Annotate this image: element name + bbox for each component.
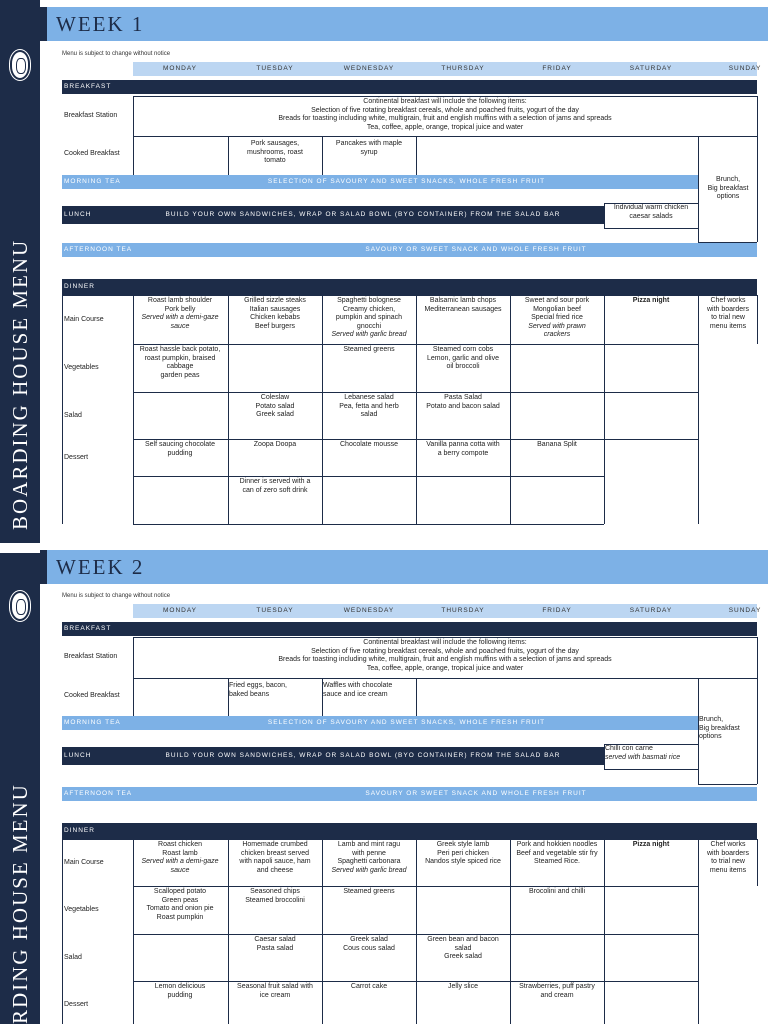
- menu-line: Homemade crumbed: [242, 841, 308, 848]
- sidebar-week2: [0, 553, 40, 1024]
- menu-line: Lemon delicious: [154, 983, 206, 990]
- lunch-text: BUILD YOUR OWN SANDWICHES, WRAP OR SALAD BOWL (BYO CONTAINER) FROM THE SALAD BAR: [165, 211, 561, 218]
- grid-line: [133, 136, 757, 137]
- row-label-salad: Salad: [64, 411, 82, 419]
- change-notice: Menu is subject to change without notice: [62, 51, 171, 57]
- morning-tea-label: MORNING TEA: [64, 719, 121, 726]
- week-title-bar: [40, 550, 768, 584]
- dessert-thu: [417, 441, 509, 458]
- title-accent: [40, 550, 47, 584]
- grid-line: [416, 839, 417, 1024]
- menu-line: Selection of five rotating breakfast cereals, whole and poached fruits, yogurt of the day: [311, 647, 579, 655]
- breakfast-band: [62, 80, 757, 94]
- menu-line: Self saucing chocolate: [144, 441, 216, 448]
- menu-line: with boarders: [706, 849, 750, 857]
- menu-line-note: sauce: [170, 866, 190, 874]
- grid-line: [133, 96, 134, 136]
- day-friday: FRIDAY: [542, 607, 572, 614]
- menu-line: Pasta Salad: [444, 394, 482, 401]
- main-tue: [229, 297, 321, 331]
- day-sunday: SUNDAY: [728, 607, 762, 614]
- menu-line: baked beans: [229, 690, 270, 698]
- grid-line: [62, 295, 63, 524]
- day-tuesday: TUESDAY: [256, 65, 294, 72]
- lunch-text: BUILD YOUR OWN SANDWICHES, WRAP OR SALAD BOWL (BYO CONTAINER) FROM THE SALAD BAR: [165, 752, 561, 759]
- menu-line: pudding: [167, 991, 193, 999]
- grid-line: [133, 524, 604, 525]
- menu-line: roast pumpkin, braised: [144, 354, 216, 362]
- menu-line: Steamed corn cobs: [432, 346, 494, 353]
- menu-line: Mediterranean sausages: [424, 305, 502, 313]
- row-label-salad: Salad: [64, 953, 82, 961]
- dinner-label: DINNER: [64, 283, 95, 290]
- menu-line: Greek style lamb: [436, 841, 490, 848]
- menu-line: garden peas: [160, 371, 200, 379]
- menu-line: Scalloped potato: [153, 888, 207, 895]
- menu-line: Dinner is served with a: [239, 478, 311, 485]
- week-title-bar: [40, 7, 768, 41]
- day-header: [133, 604, 762, 618]
- grid-line: [416, 678, 417, 716]
- lunch-label: LUNCH: [64, 211, 92, 218]
- menu-line-note: crackers: [543, 331, 571, 338]
- row-label-breakfast-station: Breakfast Station: [64, 112, 118, 119]
- afternoon-tea-text: SAVOURY OR SWEET SNACK AND WHOLE FRESH FRUIT: [365, 246, 587, 253]
- menu-line: with boarders: [706, 305, 750, 313]
- grid-line: [133, 637, 757, 638]
- menu-line: Pea, fetta and herb: [339, 402, 399, 410]
- grid-line: [62, 839, 63, 1024]
- row-label-vegetables: Vegetables: [64, 906, 99, 913]
- menu-cell: [229, 682, 321, 699]
- grid-line: [62, 839, 757, 840]
- menu-line: Waffles with chocolate: [323, 682, 393, 689]
- menu-line: pudding: [167, 449, 193, 457]
- menu-line: oil broccoli: [446, 363, 480, 370]
- day-wednesday: WEDNESDAY: [343, 65, 395, 72]
- menu-line: Continental breakfast will include the following items:: [363, 98, 527, 105]
- day-monday: MONDAY: [162, 607, 198, 614]
- pizza-night-text: Pizza night: [632, 841, 670, 848]
- row-label-dessert: Dessert: [64, 1000, 89, 1008]
- menu-line: Continental breakfast will include the following items:: [363, 639, 527, 646]
- grid-line: [133, 476, 604, 477]
- menu-line: with penne: [352, 849, 386, 857]
- menu-line-note: Served with a demi-gaze: [141, 314, 219, 321]
- day-saturday: SATURDAY: [629, 65, 673, 72]
- menu-line: Selection of five rotating breakfast cereals, whole and poached fruits, yogurt of the day: [311, 106, 579, 114]
- breakfast-label: BREAKFAST: [64, 625, 112, 632]
- row-label-breakfast-station: Breakfast Station: [64, 653, 118, 660]
- menu-line: Greek salad: [444, 953, 482, 960]
- grid-line: [416, 136, 417, 175]
- menu-line: Spaghetti carbonara: [337, 858, 401, 865]
- menu-line: syrup: [360, 148, 378, 156]
- day-monday: MONDAY: [162, 65, 198, 72]
- week-title: WEEK 2: [56, 555, 145, 579]
- dinner-band: [62, 279, 757, 295]
- menu-line-note: Served with a demi-gaze: [141, 858, 219, 865]
- day-header: [133, 62, 762, 76]
- menu-line: Brunch,: [699, 716, 724, 723]
- menu-line: Chocolate mousse: [340, 441, 398, 448]
- breakfast-band: [62, 622, 757, 636]
- menu-line-note: Served with garlic bread: [331, 866, 407, 874]
- main-tue: [229, 841, 321, 875]
- grid-line: [133, 96, 757, 97]
- main-fri: [511, 841, 603, 867]
- grid-line: [604, 228, 698, 229]
- school-crest-icon: [10, 50, 30, 80]
- sunday-brunch: [699, 176, 757, 202]
- breakfast-label: BREAKFAST: [64, 83, 112, 90]
- main-wed: [323, 297, 415, 340]
- grid-line: [604, 203, 605, 228]
- menu-line: Steamed Rice.: [534, 858, 580, 865]
- menu-line: Roast hassle back potato,: [139, 346, 221, 353]
- dessert-wed: [323, 441, 415, 450]
- morning-tea-band: [62, 716, 698, 730]
- menu-line: Creamy chicken,: [342, 305, 396, 313]
- menu-line-note: Served with prawn: [528, 322, 586, 330]
- sunday-brunch: [699, 716, 757, 742]
- grid-line: [757, 678, 758, 784]
- menu-line: Tomato and onion pie: [146, 905, 214, 912]
- veg-tue: [229, 888, 321, 905]
- sunday-chef-works: [699, 297, 757, 331]
- grid-line: [133, 678, 134, 716]
- morning-tea-text: SELECTION OF SAVOURY AND SWEET SNACKS, WHOLE FRESH FRUIT: [267, 719, 546, 726]
- veg-mon: [134, 888, 226, 922]
- grid-line: [604, 769, 698, 770]
- menu-cell: [323, 682, 415, 699]
- afternoon-tea-band: [62, 787, 757, 801]
- menu-line: Potato salad: [255, 402, 295, 410]
- salad-wed: [323, 394, 415, 420]
- grid-line: [604, 839, 605, 1024]
- salad-wed: [323, 936, 415, 953]
- grid-line: [133, 637, 134, 678]
- menu-line: Pork and hokkien noodles: [516, 841, 598, 848]
- menu-line: pumpkin and spinach: [335, 314, 403, 321]
- menu-line-note: sauce: [170, 322, 190, 330]
- menu-line: Roast lamb: [162, 849, 198, 857]
- grid-line: [604, 203, 698, 204]
- pizza-night-text: Pizza night: [632, 297, 670, 304]
- veg-thu: [417, 346, 509, 372]
- dessert-thu: [417, 983, 509, 992]
- row-label-main-course: Main Course: [64, 315, 104, 323]
- dinner-label: DINNER: [64, 827, 95, 834]
- veg-wed: [323, 888, 415, 897]
- veg-wed: [323, 346, 415, 355]
- afternoon-tea-label: AFTERNOON TEA: [64, 246, 133, 253]
- menu-line: Pancakes with maple: [335, 140, 403, 147]
- menu-line: Chef works: [710, 841, 746, 848]
- menu-line: Lemon, garlic and olive: [427, 354, 499, 362]
- menu-line: Tea, coffee, apple, orange, tropical juice and water: [366, 664, 524, 672]
- dessert-mon: [134, 983, 226, 1000]
- dessert-fri: [511, 983, 603, 1000]
- menu-line: Greek salad: [256, 411, 294, 418]
- menu-line: Big breakfast: [707, 184, 749, 192]
- dessert-tue: [229, 983, 321, 1000]
- dessert-tue: [229, 441, 321, 450]
- menu-line: Tea, coffee, apple, orange, tropical juice and water: [366, 123, 524, 131]
- menu-line: salad: [360, 411, 378, 418]
- menu-line: Fried eggs, bacon,: [229, 682, 287, 689]
- dessert-mon: [134, 441, 226, 458]
- menu-line: cabbage: [166, 363, 194, 370]
- morning-tea-text: SELECTION OF SAVOURY AND SWEET SNACKS, WHOLE FRESH FRUIT: [267, 178, 546, 185]
- menu-line: mushrooms, roast: [246, 148, 304, 156]
- menu-line: Beef burgers: [254, 322, 296, 330]
- title-accent: [40, 7, 47, 41]
- menu-line: ice cream: [259, 991, 291, 999]
- menu-line: options: [699, 733, 722, 740]
- continental-breakfast-text: [133, 98, 757, 132]
- menu-line: Brocolini and chilli: [528, 888, 586, 895]
- menu-line: Roast pumpkin: [156, 913, 204, 921]
- lunch-band: [62, 206, 604, 224]
- salad-thu: [417, 394, 509, 411]
- menu-line: salad: [454, 944, 472, 952]
- continental-breakfast-text: [133, 639, 757, 673]
- menu-line: Lamb and mint ragu: [337, 841, 401, 848]
- menu-line: sauce and ice cream: [323, 690, 388, 698]
- grid-line: [133, 136, 134, 175]
- menu-line: Caesar salad: [254, 936, 296, 943]
- grid-line: [604, 295, 605, 524]
- salad-tue: [229, 936, 321, 953]
- menu-line: Zoopa Doopa: [253, 441, 297, 448]
- grid-line: [604, 744, 698, 745]
- menu-line: Pork belly: [164, 305, 196, 313]
- day-thursday: THURSDAY: [441, 65, 485, 72]
- menu-line: to trial new: [711, 858, 745, 865]
- menu-line: Strawberries, puff pastry: [519, 983, 595, 990]
- day-sunday: SUNDAY: [728, 65, 762, 72]
- menu-line: tomato: [264, 157, 286, 164]
- grid-line: [757, 295, 758, 344]
- menu-line: Potato and bacon salad: [426, 402, 500, 410]
- sidebar-week1: [0, 0, 40, 543]
- lunch-label: LUNCH: [64, 752, 92, 759]
- menu-line: Sweet and sour pork: [524, 297, 590, 304]
- menu-line: caesar salads: [629, 212, 673, 220]
- menu-line: Coleslaw: [260, 394, 290, 401]
- morning-tea-label: MORNING TEA: [64, 178, 121, 185]
- row-label-main-course: Main Course: [64, 858, 104, 866]
- menu-line: can of zero soft drink: [242, 486, 308, 494]
- grid-line: [757, 136, 758, 242]
- row-label-cooked-breakfast: Cooked Breakfast: [64, 692, 120, 699]
- menu-line: Mongolian beef: [533, 305, 581, 313]
- menu-line: Jelly slice: [448, 983, 478, 990]
- menu-line: Banana Split: [537, 441, 577, 448]
- menu-line-note: served with basmati rice: [605, 753, 681, 761]
- menu-cell: [229, 140, 321, 166]
- saturday-pizza-night: [605, 841, 697, 850]
- day-tuesday: TUESDAY: [256, 607, 294, 614]
- menu-line: Nandos style spiced rice: [425, 858, 501, 865]
- menu-line-note: Served with garlic bread: [331, 331, 407, 338]
- day-thursday: THURSDAY: [441, 607, 485, 614]
- menu-line: Green peas: [161, 896, 199, 904]
- grid-line: [62, 295, 757, 296]
- school-crest-icon: [10, 591, 30, 621]
- main-thu: [417, 841, 509, 867]
- grid-line: [757, 96, 758, 136]
- menu-line: Steamed greens: [343, 346, 395, 353]
- menu-line: Steamed broccolini: [245, 896, 305, 904]
- menu-line: Italian sausages: [249, 305, 301, 313]
- menu-line: Vanilla panna cotta with: [426, 441, 500, 448]
- grid-line: [757, 637, 758, 678]
- menu-line: Seasonal fruit salad with: [237, 983, 313, 990]
- menu-line: Steamed greens: [343, 888, 395, 895]
- sidebar-title: RDING HOUSE MENU: [8, 783, 32, 1024]
- day-wednesday: WEDNESDAY: [343, 607, 395, 614]
- menu-line: Special fried rice: [531, 314, 583, 321]
- row-label-dessert: Dessert: [64, 453, 89, 461]
- day-friday: FRIDAY: [542, 65, 572, 72]
- sunday-chef-works: [699, 841, 757, 875]
- menu-line: Lebanese salad: [344, 394, 394, 401]
- sidebar-title: BOARDING HOUSE MENU: [8, 238, 32, 530]
- menu-line: Breads for toasting including white, multigrain, fruit and english muffins with a selection of jams and spreads: [278, 115, 612, 122]
- menu-line: menu items: [709, 322, 747, 330]
- menu-line: Grilled sizzle steaks: [244, 297, 306, 304]
- menu-line: Roast lamb shoulder: [147, 297, 213, 304]
- afternoon-tea-label: AFTERNOON TEA: [64, 790, 133, 797]
- main-mon: [134, 297, 226, 331]
- menu-line: options: [716, 193, 740, 200]
- lunch-band: [62, 747, 604, 765]
- afternoon-tea-band: [62, 243, 757, 257]
- menu-line: gnocchi: [356, 322, 382, 330]
- menu-line: Chicken kebabs: [250, 314, 300, 321]
- grid-line: [133, 678, 757, 679]
- morning-tea-band: [62, 175, 698, 189]
- friday-lunch-special: [605, 204, 697, 221]
- tuesday-drink-note: [229, 478, 321, 495]
- veg-fri: [511, 888, 603, 897]
- menu-line: Chilli con carne: [605, 745, 653, 752]
- menu-line: Spaghetti bolognese: [337, 297, 401, 304]
- veg-mon: [134, 346, 226, 380]
- menu-line: Green bean and bacon: [427, 936, 499, 943]
- week-title: WEEK 1: [56, 12, 145, 36]
- grid-line: [604, 744, 605, 769]
- menu-line: Carrot cake: [350, 983, 388, 990]
- dessert-wed: [323, 983, 415, 992]
- salad-thu: [417, 936, 509, 962]
- menu-line: to trial new: [711, 314, 745, 321]
- afternoon-tea-text: SAVOURY OR SWEET SNACK AND WHOLE FRESH FRUIT: [365, 790, 587, 797]
- menu-line: menu items: [709, 866, 747, 874]
- friday-lunch-special: [605, 745, 697, 762]
- menu-line: Balsamic lamb chops: [429, 297, 497, 304]
- menu-line: with napoli sauce, ham: [239, 858, 311, 865]
- dinner-band: [62, 823, 757, 839]
- menu-line: and cheese: [256, 866, 294, 874]
- saturday-pizza-night: [605, 297, 697, 306]
- grid-line: [698, 784, 757, 785]
- dessert-fri: [511, 441, 603, 450]
- menu-line: a berry compote: [437, 449, 489, 457]
- menu-line: Seasoned chips: [250, 888, 300, 895]
- menu-line: Big breakfast: [699, 724, 740, 732]
- menu-line: and cream: [540, 991, 574, 999]
- menu-line: Pasta salad: [256, 944, 294, 952]
- salad-tue: [229, 394, 321, 420]
- main-wed: [323, 841, 415, 875]
- menu-line: Greek salad: [350, 936, 388, 943]
- menu-line: Breads for toasting including white, multigrain, fruit and english muffins with a selection of jams and spreads: [278, 656, 612, 663]
- menu-line: Individual warm chicken: [613, 204, 689, 211]
- menu-cell: [323, 140, 415, 157]
- main-mon: [134, 841, 226, 875]
- menu-line: Chef works: [710, 297, 746, 304]
- menu-line: Cous cous salad: [343, 944, 395, 952]
- row-label-vegetables: Vegetables: [64, 364, 99, 371]
- main-fri: [511, 297, 603, 340]
- row-label-cooked-breakfast: Cooked Breakfast: [64, 150, 120, 157]
- menu-line: Beef and vegetable stir fry: [516, 849, 598, 857]
- menu-line: Peri peri chicken: [437, 849, 489, 857]
- main-thu: [417, 297, 509, 314]
- menu-line: Roast chicken: [158, 841, 202, 848]
- day-saturday: SATURDAY: [629, 607, 673, 614]
- grid-line: [757, 839, 758, 886]
- menu-line: Pork sausages,: [250, 140, 300, 147]
- menu-line: Brunch,: [715, 176, 741, 183]
- menu-line: chicken breast served: [240, 849, 310, 857]
- change-notice: Menu is subject to change without notice: [62, 593, 171, 599]
